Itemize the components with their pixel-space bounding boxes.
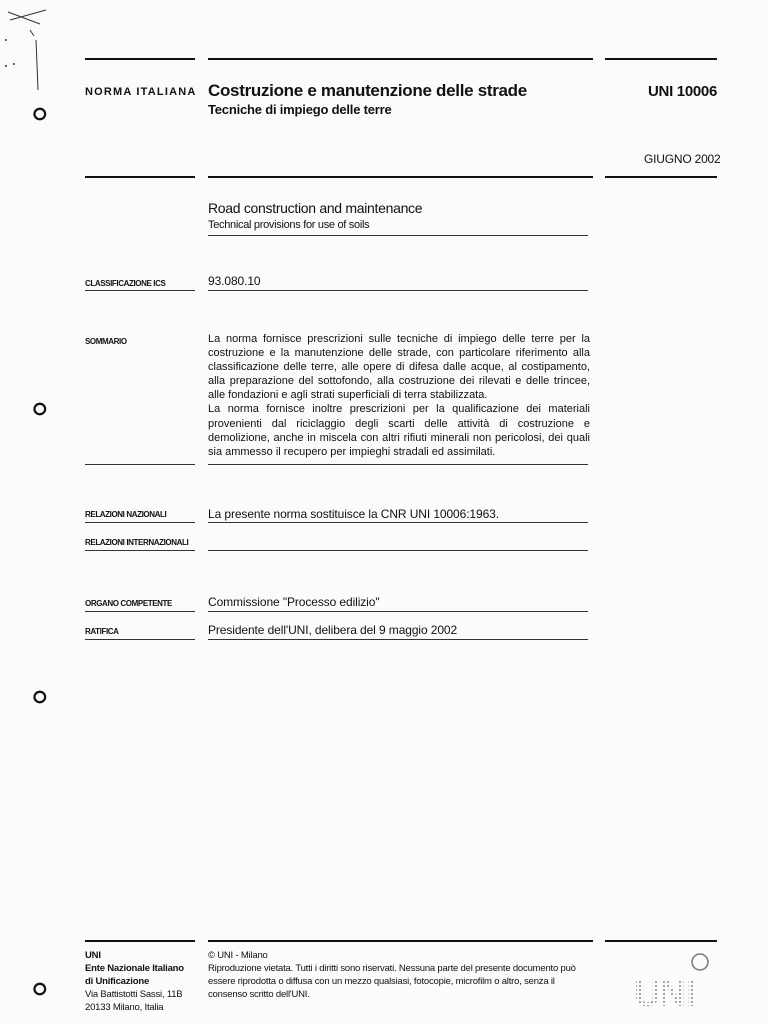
footer-rule-center xyxy=(208,940,593,942)
summary-paragraph: La norma fornisce inoltre prescrizioni per la qualificazione dei materiali provenienti dal riciclaggio degli scarti delle attività di costruzione e demolizione, anche in miscela con altri rifiuti minerali non pericolosi, dei quali sia ammesso il recupero per impieghi stradali ed assimilati. xyxy=(208,403,590,458)
copyright-line: © UNI - Milano xyxy=(208,950,268,961)
footer-rule-right xyxy=(605,940,717,942)
uni-logo-icon xyxy=(630,948,716,1014)
ratification-rule xyxy=(208,639,588,640)
section-rule-right xyxy=(605,176,717,178)
footer-rights xyxy=(208,949,588,1001)
english-subtitle: Technical provisions for use of soils xyxy=(208,219,370,231)
english-title: Road construction and maintenance xyxy=(208,200,423,216)
international-relations-label: RELAZIONI INTERNAZIONALI xyxy=(85,538,189,547)
national-relations-value: La presente norma sostituisce la CNR UNI 10006:1963. xyxy=(208,507,499,521)
ics-rule-left xyxy=(85,290,195,291)
document-subtitle: Tecniche di impiego delle terre xyxy=(208,102,392,117)
ics-label: CLASSIFICAZIONE ICS xyxy=(85,279,166,288)
binding-hole-icon: ⭘ xyxy=(33,980,47,999)
summary-text xyxy=(208,332,590,459)
ratification-label: RATIFICA xyxy=(85,627,119,636)
binding-hole-icon: ⭘ xyxy=(33,105,47,124)
org-address-line: 20133 Milano, Italia xyxy=(85,1002,164,1013)
national-rule xyxy=(208,522,588,523)
logo-text: UNI xyxy=(634,973,696,1014)
competent-body-label: ORGANO COMPETENTE xyxy=(85,599,172,608)
body-rule-left xyxy=(85,611,195,612)
document-code: UNI 10006 xyxy=(648,83,718,100)
org-name-line: di Unificazione xyxy=(85,976,150,987)
ics-value: 93.080.10 xyxy=(208,274,261,288)
rights-text: Riproduzione vietata. Tutti i diritti sono riservati. Nessuna parte del presente documento può essere riprodotta o diffusa con un mezzo qualsiasi, fotocopie, microfilm o altro, senza il consenso scritto dell'UNI. xyxy=(208,963,576,1000)
org-name-line: Ente Nazionale Italiano xyxy=(85,963,184,974)
summary-rule xyxy=(208,464,588,465)
header-rule-left xyxy=(85,58,195,60)
national-relations-label: RELAZIONI NAZIONALI xyxy=(85,510,167,519)
ratification-rule-left xyxy=(85,639,195,640)
document-series: NORMA ITALIANA xyxy=(85,86,197,98)
international-rule xyxy=(208,550,588,551)
binding-hole-icon: ⭘ xyxy=(33,400,47,419)
international-rule-left xyxy=(85,550,195,551)
summary-rule-left xyxy=(85,464,195,465)
ics-rule xyxy=(208,290,588,291)
scan-artifact-icon xyxy=(0,0,64,100)
section-rule-left xyxy=(85,176,195,178)
document-date: GIUGNO 2002 xyxy=(644,152,721,166)
body-rule xyxy=(208,611,588,612)
competent-body-value: Commissione "Processo edilizio" xyxy=(208,595,380,609)
footer-organization xyxy=(85,949,200,1014)
section-rule-center xyxy=(208,176,593,178)
header-rule-right xyxy=(605,58,717,60)
binding-hole-icon: ⭘ xyxy=(33,688,47,707)
header-rule-center xyxy=(208,58,593,60)
org-address-line: Via Battistotti Sassi, 11B xyxy=(85,989,183,1000)
footer-rule-left xyxy=(85,940,195,942)
national-rule-left xyxy=(85,522,195,523)
org-short-name: UNI xyxy=(85,950,101,961)
document-title: Costruzione e manutenzione delle strade xyxy=(208,81,527,100)
summary-label: SOMMARIO xyxy=(85,337,127,346)
summary-paragraph: La norma fornisce prescrizioni sulle tecniche di impiego delle terre per la costruzione e la manutenzione delle strade, con particolare riferimento alla classificazione delle terre, alle opere di difesa dalle acque, al costipamento, alla preparazione del sottofondo, alla costruzione dei rilevati e delle trincee, alle fondazioni e agli strati superficiali di terra stabilizzata. xyxy=(208,333,590,402)
ratification-value: Presidente dell'UNI, delibera del 9 maggio 2002 xyxy=(208,623,458,637)
english-rule xyxy=(208,235,588,236)
